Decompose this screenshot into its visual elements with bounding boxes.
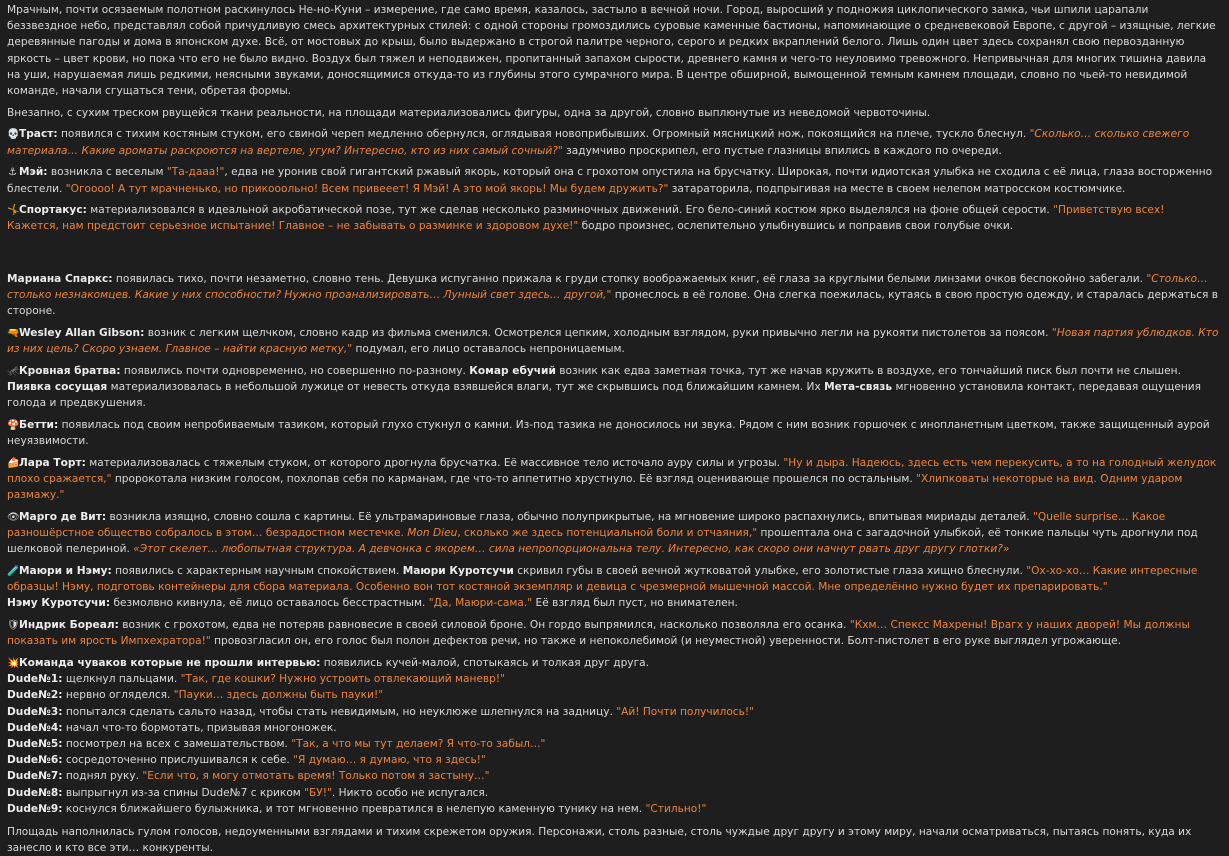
narration-text: щелкнул пальцами.: [62, 673, 181, 686]
dialogue-quote: "Так, а что мы тут делаем? Я что-то забыл…": [291, 737, 546, 750]
character-entry-betti: [7, 417, 1219, 449]
narration-text: подумал, его лицо оставалось непроницаемым.: [352, 342, 625, 355]
dialogue-quote: "Приветствую всех! Кажется, нам предстоит серьезное испытание! Главное – не забывать о разминке и здоровом духе!": [7, 204, 1165, 233]
character-name: Dude№2:: [7, 689, 63, 702]
narration-text: материализовалась с тяжелым стуком, от которого дрогнула брусчатка. Её массивное тело источало ауру силы и угрозы.: [85, 456, 784, 469]
acrobat-icon: 🤸: [7, 205, 20, 217]
dialogue-quote: "Если что, я могу отмотать время! Только потом я застыну…": [142, 770, 490, 783]
dude-line: [7, 768, 1219, 784]
narration-text: бодро произнес, ослепительно улыбнувшись и поправив свои голубые очки.: [578, 220, 1014, 233]
dialogue-thought: "Столько… столько незнакомцев. Какие у них способности? Нужно проанализировать… Лунный свет здесь… другой,": [7, 272, 1208, 301]
narration-text: попытался сделать сальто назад, чтобы стать невидимым, но неуклюже шлепнулся на задницу.: [62, 705, 617, 718]
narration-text: посмотрел на всех с замешательством.: [62, 737, 292, 750]
character-name: Dude№6:: [7, 754, 63, 767]
narration-text: . Никто особо не испугался.: [331, 786, 489, 799]
character-name: Маюри и Нэму:: [19, 564, 112, 577]
narration-text: скривил губы в своей вечной жутковатой улыбке, его золотистые глаза хищно блеснули.: [513, 564, 1027, 577]
character-name: Dude№5:: [7, 737, 63, 750]
dialogue-thought: "Сколько… сколько свежего материала… Какие ароматы раскроются на вертеле, угум? Интересно, кто из них самый сочный?": [7, 128, 1190, 157]
character-name: Dude№8:: [7, 786, 63, 799]
dude-line: [7, 801, 1219, 817]
character-name: Dude№1:: [7, 673, 63, 686]
dialogue-quote: "Стильно!": [645, 802, 707, 815]
dialogue-quote: "Ох-хо-хо… Какие интересные образцы! Нэму, подготовь контейнеры для сбора материала. Особенно вон тот костяной экземпляр и девица с чрезмерной мышечной массой. Мне определённо нужно будет их препарировать.": [7, 564, 1198, 594]
collision-icon: 💥: [7, 657, 20, 669]
outro-paragraph: [7, 824, 1219, 856]
narration-text: Мрачным, почти осязаемым полотном раскинулось Не-но-Куни – измерение, где само время, казалось, застыло в вечной ночи. Город, выросший у подножия циклопического замка, чьи шпили царапали беззвездное небо, представлял собой причудливую смесь архитектурных стилей: с одной стороны громоздились суровые каменные бастионы, напоминающие о средневековой Европе, с другой – изящные, легкие деревянные пагоды и дома в японском духе. Всё, от мостовых до крыш, было выдержано в строгой палитре черного, серого и редких вкраплений белого. Лишь один цвет здесь сохранял свою первозданную яркость – цвет крови, но пока что его не было видно. Воздух был тяжел и неподвижен, пропитанный запахом сырости, древнего камня и чего-то неуловимо тревожного. Непривычная для многих тишина давила на уши, нарушаемая лишь редкими, неясными звуками, доносящимися откуда-то из глубины этого сумрачного мира. В центре обширной, вымощенной темным камнем площади, словно по чьей-то невидимой команде, начали сгущаться тени, обретая формы.: [7, 4, 1216, 98]
dialogue-quote: "Я думаю… я думаю, что я здесь!": [293, 754, 486, 767]
dialogue-quote: "Quelle surprise… Какое разношёрстное общество собралось в этом… безрадостном местечке.: [7, 510, 1166, 539]
narration-text: возникла с веселым: [47, 166, 167, 179]
narration-text: поднял руку.: [62, 770, 143, 783]
narration-text: возник как едва заметная точка, тут же начав кружить в воздухе, его тончайший писк был почти не слышен.: [555, 364, 1181, 377]
narration-text: Внезапно, с сухим треском рвущейся ткани реальности, на площади материализовались фигуры, одна за другой, словно выплюнутые из неведомой червоточины.: [7, 106, 931, 119]
character-name: Лара Торт:: [19, 456, 86, 469]
dialogue-quote: "Кхм… Спексс Махрены! Врагх у наших дворей! Мы должны показать им ярость Импхехратора!": [7, 619, 1190, 648]
narration-text: прошептала она с загадочной улыбкой, её тонкие пальцы чуть дрогнули под шелковой пелериной.: [7, 526, 1198, 556]
narration-text: Площадь наполнилась гулом голосов, недоуменными взглядами и тихим скрежетом оружия. Персонажи, столь разные, столь чуждые друг другу и этому миру, начали осматриваться, пытаясь понять, куда их занесло и кто все эти… конкуренты.: [7, 825, 1192, 855]
narration-text: начал что-то бормотать, призывая многоножек.: [62, 721, 337, 734]
dude-line: [7, 704, 1219, 720]
dude-line: [7, 720, 1219, 736]
narration-text: возник с легким щелчком, словно кадр из фильма сменился. Осмотрелся цепким, холодным взглядом, руки привычно легли на рукояти пистолетов за поясом.: [144, 326, 1052, 339]
character-name: Dude№4:: [7, 721, 63, 734]
test-tube-icon: 🧪: [7, 565, 20, 577]
narration-text: коснулся ближайшего булыжника, и тот мгновенно превратился в нелепую каменную тунику на нем.: [62, 802, 646, 815]
dialogue-thought: Mon Dieu: [407, 526, 458, 539]
narration-text: пророкотала низким голосом, похлопав себя по карманам, где что-то аппетитно хрустнуло. Её взгляд оценивающе прошелся по остальным.: [111, 472, 917, 485]
narration-text: провозгласил он, его голос был полон дефектов речи, но также и непоколебимой (и неуместной) уверенности. Болт-пистолет в его руке выглядел угрожающе.: [210, 635, 1121, 648]
dialogue-quote: "Да, Маюри-сама.": [428, 597, 533, 610]
pistol-icon: 🔫: [7, 327, 20, 339]
dude-line: [7, 671, 1219, 687]
character-name: Марго де Вит:: [19, 510, 107, 523]
narration-text: появилась под своим непробиваемым тазиком, который глухо стукнул о камни. Из-под тазика не доносилось ни звука. Рядом с ним возник горшочек с инопланетным цветком, также защищенный аурой неуязвимости.: [7, 418, 1210, 447]
character-entry-krovnaya: [7, 363, 1219, 412]
dude-line: [7, 785, 1219, 801]
cake-icon: 🍰: [7, 457, 20, 469]
dude-line: [7, 752, 1219, 768]
character-entry-mariana: [7, 271, 1219, 320]
character-name: Dude№7:: [7, 770, 63, 783]
character-entry-mauri: [7, 563, 1219, 612]
narration-text: появились кучей-малой, спотыкаясь и толкая друг друга.: [320, 656, 650, 669]
dialogue-quote: "Ну и дыра. Надеюсь, здесь есть чем перекусить, а то на голодный желудок плохо сражается,": [7, 456, 1217, 485]
character-name: Кровная братва:: [19, 364, 121, 377]
dude-line: [7, 736, 1219, 752]
character-name: Мариана Спаркс:: [7, 272, 113, 285]
narration-text: появилась тихо, почти незаметно, словно тень. Девушка испуганно прижала к груди стопку воображаемых книг, её глаза за круглыми белыми линзами очков беспокойно забегали.: [112, 272, 1147, 285]
character-name: Спортакус:: [19, 204, 87, 217]
narration-text: появился с тихим костяным стуком, его свиной череп медленно обернулся, оглядывая новоприбывших. Огромный мясницкий нож, покоящийся на плече, тускло блеснул.: [57, 128, 1030, 141]
character-entry-sportakus: [7, 202, 1219, 234]
narration-text: материализовался в идеальной акробатической позе, тут же сделав несколько разминочных движений. Его бело-синий костюм ярко выделялся на фоне общей серости.: [86, 204, 1054, 217]
dudes-header: [7, 655, 1219, 671]
dialogue-quote: "Та-дааа!": [166, 166, 225, 179]
character-entry-wesley: [7, 325, 1219, 357]
narration-text: выпрыгнул из-за спины Dude№7 с криком: [62, 786, 305, 799]
character-name: Комар ебучий: [469, 364, 556, 377]
dialogue-thought: «Этот скелет… любопытная структура. А девчонка с якорем… сила непропорциональна телу. Интересно, как скоро они начнут рвать друг другу глотки?»: [133, 543, 1010, 556]
character-name: Маюри Куротсучи: [402, 564, 514, 577]
narration-text: возник с грохотом, едва не потеряв равновесие в своей силовой броне. Он гордо выпрямился, насколько позволяла его осанка.: [118, 619, 850, 631]
character-entry-lara: [7, 455, 1219, 504]
narration-text: задумчиво проскрипел, его пустые глазницы впились в каждого по очереди.: [562, 144, 1002, 157]
dialogue-quote: , сколько же здесь потенциальной боли и отчаяния,": [457, 526, 758, 539]
narration-text: появились с характерным научным спокойствием.: [111, 564, 403, 577]
dialogue-quote: "Хлипковаты некоторые на вид. Одним ударом размажу.": [7, 472, 1183, 502]
character-entry-margo: [7, 509, 1219, 558]
character-name: Пиявка сосущая: [7, 380, 108, 393]
narration-text: материализовалась в небольшой лужице от невесть откуда взявшейся влаги, тут же скрывшись под ближайшим камнем. Их: [107, 380, 825, 393]
narration-text: затараторила, подпрыгивая на месте в своем нелепом матросском костюмчике.: [668, 182, 1126, 195]
narration-text: , едва не уронив свой гигантский ржавый якорь, который она с грохотом опустила на брусчатку. Широкая, почти идиотская улыбка не сходила с её лица, глаза восторженно блестели.: [7, 166, 1213, 195]
dialogue-quote: "БУ!": [304, 786, 332, 799]
character-entry-mei: [7, 164, 1219, 196]
character-name: Мета-связь: [824, 380, 893, 393]
dialogue-quote: "Пауки… здесь должны быть пауки!": [173, 689, 384, 702]
character-name: Бетти:: [19, 418, 59, 431]
character-name: Dude№3:: [7, 705, 63, 718]
character-name: Нэму Куротсучи:: [7, 597, 111, 610]
narration-text: мгновенно установила контакт, передавая ощущения голода и предвкушения.: [7, 380, 1202, 410]
character-name: Индрик Бореал:: [19, 619, 119, 631]
skull-icon: 💀: [7, 129, 20, 141]
intro-paragraph: [7, 2, 1219, 99]
dialogue-thought: "Новая партия ублюдков. Кто из них цель? Скоро узнаем. Главное – найти красную метку,": [7, 326, 1219, 355]
mushroom-icon: 🍄: [7, 419, 20, 431]
anchor-icon: ⚓: [8, 167, 17, 179]
character-name: Команда чуваков которые не прошли интервью:: [19, 656, 321, 669]
mosquito-icon: 🦟: [7, 365, 20, 377]
dudes-block: [7, 655, 1219, 817]
eye-icon: 👁: [7, 511, 20, 523]
intro-paragraph: [7, 105, 1219, 121]
narration-text: сосредоточенно прислушивался к себе.: [62, 754, 294, 767]
character-entry-trast: [7, 126, 1219, 158]
narration-text: возникла изящно, словно сошла с картины. Её ультрамариновые глаза, обычно полуприкрытые, на мгновение широко распахнулись, впитывая мириады деталей.: [106, 510, 1034, 523]
dude-line: [7, 687, 1219, 703]
narration-text: безмолвно кивнула, её лицо оставалось бесстрастным.: [110, 597, 429, 610]
narration-text: появились почти одновременно, но совершенно по-разному.: [120, 364, 470, 377]
dialogue-quote: "Огоооо! А тут мрачненько, но прикоoольно! Всем привееет! Я Мэй! А это мой якорь! Мы будем дружить?": [65, 182, 669, 195]
narration-text: Её взгляд был пуст, но внимателен.: [532, 597, 738, 610]
narration-text: нервно огляделся.: [62, 689, 174, 702]
character-name: Траст:: [19, 128, 58, 141]
character-name: Dude№9:: [7, 802, 63, 815]
character-name: Мэй:: [19, 166, 48, 179]
shield-icon: 🛡: [7, 620, 20, 631]
dudes-list: [7, 671, 1219, 817]
narration-text: пронеслось в её голове. Она слегка поежилась, кутаясь в свою простую одежду, и старалась держаться в стороне.: [7, 288, 1219, 318]
dialogue-quote: "Так, где кошки? Нужно устроить отвлекающий маневр!": [180, 673, 506, 686]
dialogue-quote: "Ай! Почти получилось!": [616, 705, 754, 718]
character-entry-indrik: [7, 617, 1219, 649]
character-name: Wesley Allan Gibson:: [19, 326, 145, 339]
